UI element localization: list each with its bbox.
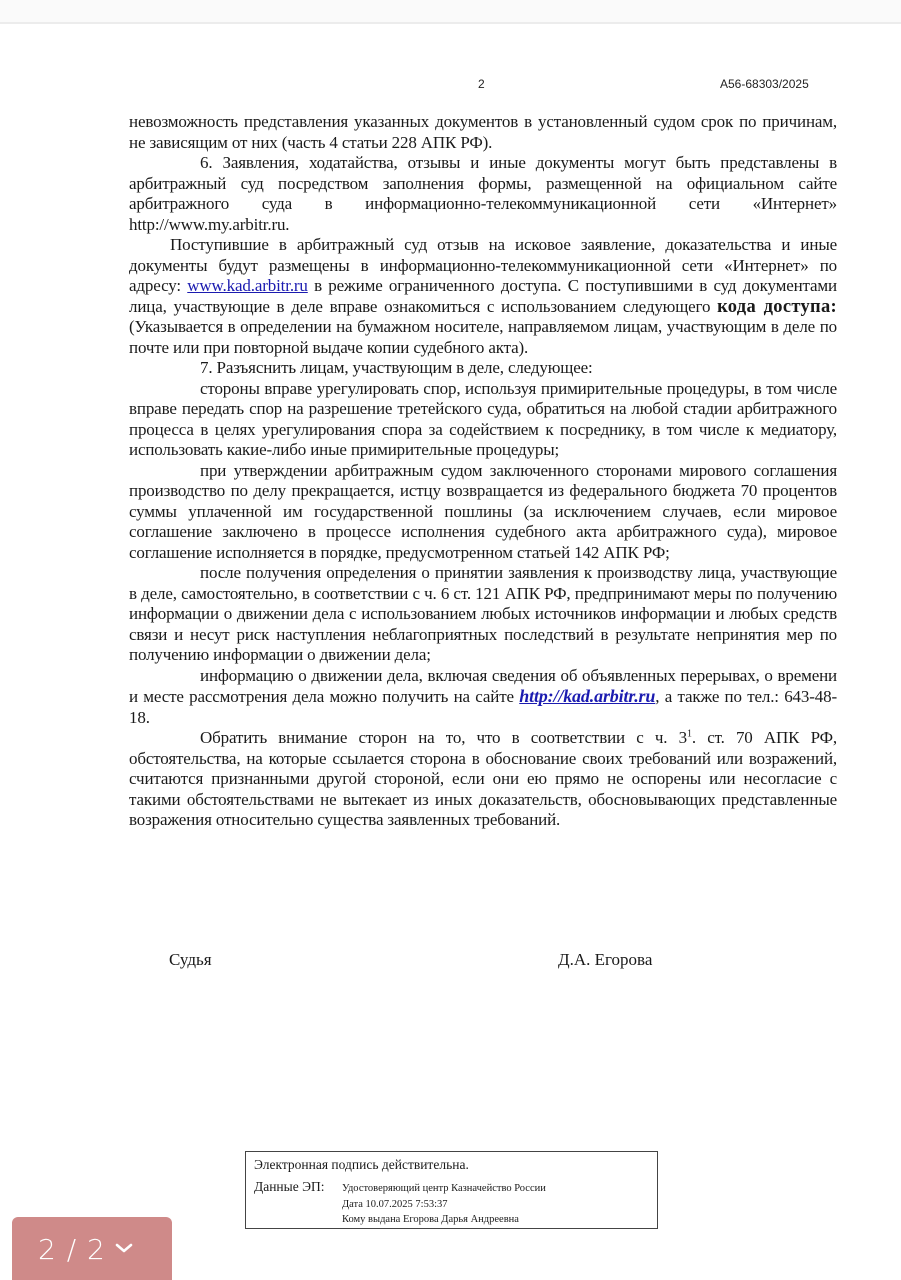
esignature-label: Данные ЭП: bbox=[254, 1179, 325, 1194]
chevron-down-icon bbox=[114, 1241, 134, 1255]
electronic-signature-stamp bbox=[245, 1151, 658, 1229]
access-text-middle: в режиме ограниченного доступа. С поступившими в суд документами лица, участвующие в деле вправе ознакомиться с использованием следующего bbox=[129, 276, 837, 316]
attention-text-end: . ст. 70 АПК РФ, обстоятельства, на которые ссылается сторона в обоснование своих требований или возражений, считаются признанными другой стороной, если они ею прямо не оспорены или несогласие с такими обстоятельствами не вытекает из иных доказательств, обосновывающих представленные возражения относительно существа заявленных требований. bbox=[129, 728, 837, 829]
paragraph-attention bbox=[129, 728, 837, 831]
paragraph-settlement-agreement: при утверждении арбитражным судом заключенного сторонами мирового соглашения производство по делу прекращается, истцу возвращается из федерального бюджета 70 процентов суммы уплаченной им государственной пошлины (за исключением случаев, если мировое соглашение заключено в процессе исполнения судебного акта арбитражного суда), мировое соглашение исполняется в порядке, предусмотренном статьей 142 АПК РФ; bbox=[129, 460, 837, 562]
paragraph-item-6: 6. Заявления, ходатайства, отзывы и иные документы могут быть представлены в арбитражный суд посредством заполнения формы, размещенной на официальном сайте арбитражного суда в информационно-телекоммуникационной сети «Интернет» http://www.my.arbitr.ru. bbox=[129, 153, 837, 234]
signature-name: Д.А. Егорова bbox=[558, 950, 653, 969]
case-number: А56-68303/2025 bbox=[720, 77, 809, 91]
paragraph-settlement-procedures: стороны вправе урегулировать спор, используя примирительные процедуры, в том числе вправе передать спор на разрешение третейского суда, обратиться на любой стадии арбитражного процесса в целях урегулирования спора за содействием к посреднику, в том числе к медиатору, использовать какие-либо иные примирительные процедуры; bbox=[129, 378, 837, 459]
case-movement-text-end: , а также по тел.: 643-48-18. bbox=[129, 687, 837, 727]
access-text-end: (Указывается в определении на бумажном носителе, направляемом лицам, участвующим в деле по почте или при повторной выдаче копии судебного акта). bbox=[129, 317, 837, 357]
document-body bbox=[129, 112, 837, 831]
access-text-start: Поступившие в арбитражный суд отзыв на исковое заявление, доказательства и иные документы будут размещены в информационно-телекоммуникационной сети «Интернет» по адресу: bbox=[129, 235, 837, 295]
esignature-title: Электронная подпись действительна. bbox=[254, 1157, 469, 1172]
paragraph-deadline: невозможность представления указанных документов в установленный судом срок по причинам, не зависящим от них (часть 4 статьи 228 АПК РФ). bbox=[129, 112, 837, 152]
page-indicator-text: 2 / 2 bbox=[38, 1233, 106, 1266]
esignature-details bbox=[342, 1181, 546, 1228]
page-number: 2 bbox=[478, 77, 485, 91]
document-page bbox=[0, 24, 901, 1280]
kad-arbitr-link[interactable]: www.kad.arbitr.ru bbox=[187, 276, 308, 295]
case-movement-text-start: информацию о движении дела, включая сведения об объявленных перерывах, о времени и месте рассмотрения дела можно получить на сайте bbox=[129, 665, 837, 706]
signature-role: Судья bbox=[169, 950, 212, 969]
esignature-issuer: Удостоверяющий центр Казначейство России bbox=[342, 1183, 546, 1194]
viewer-top-bar bbox=[0, 0, 901, 24]
paragraph-item-7: 7. Разъяснить лицам, участвующим в деле, следующее: bbox=[200, 358, 593, 377]
paragraph-case-information: после получения определения о принятии заявления к производству лица, участвующие в деле, самостоятельно, в соответствии с ч. 6 ст. 121 АПК РФ, предпринимают меры по получению информации о движении дела с использованием любых источников информации и любых средств связи и несут риск наступления неблагоприятных последствий в результате непринятия мер по получению информации о движении дела; bbox=[129, 563, 837, 664]
page-indicator-button[interactable] bbox=[12, 1217, 172, 1280]
paragraph-access bbox=[129, 235, 837, 358]
esignature-issued-to: Кому выдана Егорова Дарья Андреевна bbox=[342, 1214, 519, 1225]
attention-text-start: Обратить внимание сторон на то, что в соответствии с ч. 3 bbox=[200, 728, 687, 747]
superscript-one: 1 bbox=[686, 728, 692, 740]
paragraph-case-movement bbox=[129, 666, 837, 729]
kad-arbitr-site-link[interactable]: http://kad.arbitr.ru bbox=[519, 686, 656, 706]
esignature-date: Дата 10.07.2025 7:53:37 bbox=[342, 1198, 448, 1210]
access-code-label: кода доступа: bbox=[717, 296, 837, 317]
